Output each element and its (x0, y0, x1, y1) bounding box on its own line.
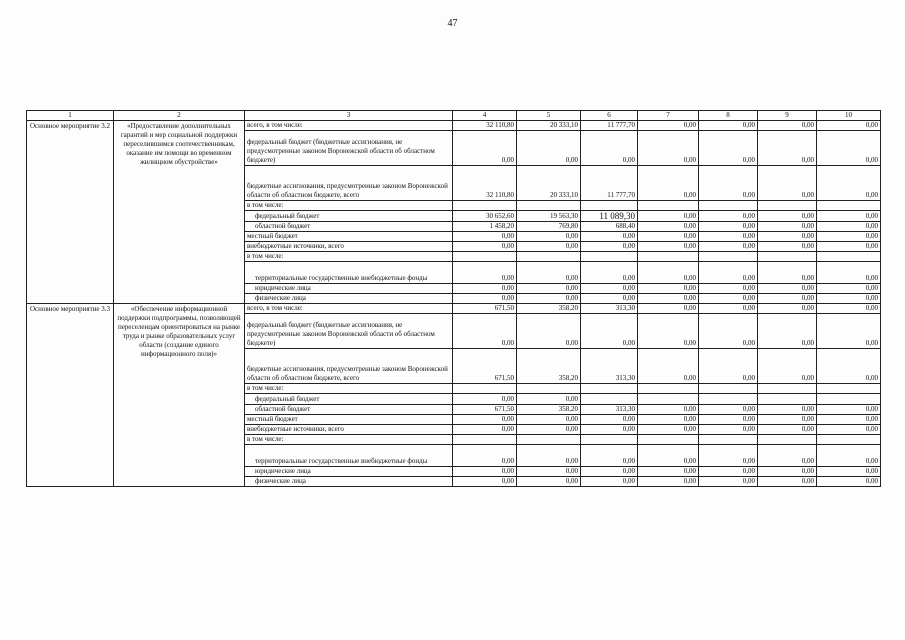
amount-cell: 0,00 (638, 467, 699, 477)
amount-cell: 0,00 (453, 467, 517, 477)
amount-cell: 0,00 (817, 467, 881, 477)
amount-cell: 0,00 (758, 222, 817, 232)
amount-cell: 0,00 (638, 349, 699, 384)
amount-cell (581, 384, 638, 394)
amount-cell: 0,00 (817, 284, 881, 294)
amount-cell: 0,00 (638, 222, 699, 232)
amount-cell: 0,00 (517, 262, 581, 284)
amount-cell: 0,00 (758, 445, 817, 467)
amount-cell: 20 333,10 (517, 166, 581, 201)
amount-cell: 20 333,10 (517, 121, 581, 131)
amount-cell: 0,00 (758, 467, 817, 477)
amount-cell: 0,00 (699, 425, 758, 435)
amount-cell: 0,00 (758, 405, 817, 415)
measure-name: «Обеспечение информационной поддержки подпрограммы, позволяющей переселенцам ориентироваться на рынке труда и рынке образовательных услуг области (создание единого информационного поля)» (114, 304, 245, 487)
amount-cell: 0,00 (638, 415, 699, 425)
amount-cell: 0,00 (817, 415, 881, 425)
amount-cell (638, 435, 699, 445)
amount-cell: 11 777,70 (581, 166, 638, 201)
page-number: 47 (447, 18, 458, 29)
amount-cell: 0,00 (758, 284, 817, 294)
amount-cell: 0,00 (517, 242, 581, 252)
amount-cell: 0,00 (758, 477, 817, 487)
amount-cell: 0,00 (638, 131, 699, 166)
amount-cell: 358,20 (517, 349, 581, 384)
amount-cell (517, 252, 581, 262)
amount-cell: 0,00 (517, 232, 581, 242)
amount-cell: 0,00 (758, 425, 817, 435)
funding-source-label: в том числе: (245, 201, 453, 211)
amount-cell: 0,00 (453, 477, 517, 487)
column-number-cell: 5 (517, 111, 581, 121)
column-number-cell: 9 (758, 111, 817, 121)
funding-source-label: в том числе: (245, 435, 453, 445)
amount-cell: 671,50 (453, 304, 517, 314)
column-number-cell: 10 (817, 111, 881, 121)
amount-cell: 0,00 (517, 445, 581, 467)
amount-cell: 0,00 (699, 304, 758, 314)
amount-cell: 0,00 (758, 304, 817, 314)
amount-cell (699, 435, 758, 445)
amount-cell: 0,00 (817, 222, 881, 232)
amount-cell (638, 384, 699, 394)
amount-cell: 0,00 (817, 131, 881, 166)
amount-cell: 0,00 (699, 131, 758, 166)
amount-cell: 313,30 (581, 405, 638, 415)
amount-cell: 0,00 (581, 294, 638, 304)
amount-cell: 0,00 (699, 166, 758, 201)
amount-cell: 0,00 (817, 349, 881, 384)
column-number-cell: 2 (114, 111, 245, 121)
amount-cell (817, 252, 881, 262)
amount-cell: 0,00 (817, 425, 881, 435)
funding-source-label: всего, в том числе: (245, 121, 453, 131)
amount-cell: 0,00 (817, 405, 881, 415)
amount-cell: 0,00 (699, 314, 758, 349)
amount-cell: 313,30 (581, 349, 638, 384)
amount-cell: 0,00 (638, 477, 699, 487)
amount-cell: 0,00 (699, 121, 758, 131)
funding-source-label: территориальные государственные внебюджетные фонды (245, 262, 453, 284)
amount-cell (817, 201, 881, 211)
amount-cell (699, 384, 758, 394)
funding-source-label: областной бюджет (245, 405, 453, 415)
amount-cell: 313,30 (581, 304, 638, 314)
amount-cell: 0,00 (758, 211, 817, 222)
amount-cell: 0,00 (581, 131, 638, 166)
funding-source-label: федеральный бюджет (245, 211, 453, 222)
amount-cell: 0,00 (638, 445, 699, 467)
amount-cell: 0,00 (699, 222, 758, 232)
amount-cell: 0,00 (638, 314, 699, 349)
amount-cell (517, 201, 581, 211)
amount-cell: 0,00 (699, 242, 758, 252)
amount-cell (817, 435, 881, 445)
funding-source-label: внебюджетные источники, всего (245, 242, 453, 252)
funding-source-label: в том числе: (245, 252, 453, 262)
column-number-cell: 1 (27, 111, 114, 121)
amount-cell: 0,00 (758, 242, 817, 252)
amount-cell (453, 201, 517, 211)
column-number-cell: 3 (245, 111, 453, 121)
amount-cell: 0,00 (699, 262, 758, 284)
amount-cell (581, 435, 638, 445)
amount-cell (758, 384, 817, 394)
funding-source-label: всего, в том числе: (245, 304, 453, 314)
amount-cell: 0,00 (699, 294, 758, 304)
amount-cell: 671,50 (453, 349, 517, 384)
amount-cell (453, 435, 517, 445)
amount-cell: 0,00 (581, 314, 638, 349)
amount-cell: 0,00 (817, 314, 881, 349)
amount-cell: 0,00 (699, 284, 758, 294)
measure-code: Основное мероприятие 3.3 (27, 304, 114, 487)
amount-cell (453, 252, 517, 262)
amount-cell: 0,00 (453, 415, 517, 425)
amount-cell: 0,00 (638, 425, 699, 435)
amount-cell (758, 201, 817, 211)
amount-cell: 0,00 (758, 415, 817, 425)
amount-cell: 0,00 (758, 232, 817, 242)
funding-source-label: федеральный бюджет (бюджетные ассигнования, не предусмотренные законом Воронежской области об областном бюджете) (245, 314, 453, 349)
amount-cell: 0,00 (638, 284, 699, 294)
funding-source-label: местный бюджет (245, 415, 453, 425)
amount-cell: 0,00 (638, 121, 699, 131)
amount-cell: 0,00 (453, 445, 517, 467)
funding-source-label: территориальные государственные внебюджетные фонды (245, 445, 453, 467)
amount-cell: 358,20 (517, 405, 581, 415)
funding-source-label: физические лица (245, 294, 453, 304)
amount-cell: 0,00 (581, 262, 638, 284)
column-number-row (27, 111, 881, 121)
amount-cell (758, 394, 817, 405)
amount-cell: 0,00 (517, 394, 581, 405)
amount-cell: 0,00 (758, 262, 817, 284)
amount-cell: 0,00 (758, 131, 817, 166)
amount-cell: 0,00 (817, 211, 881, 222)
column-number-cell: 4 (453, 111, 517, 121)
amount-cell: 1 458,20 (453, 222, 517, 232)
amount-cell: 0,00 (453, 294, 517, 304)
amount-cell: 0,00 (517, 284, 581, 294)
amount-cell: 32 110,80 (453, 166, 517, 201)
amount-cell: 0,00 (699, 467, 758, 477)
amount-cell: 0,00 (453, 314, 517, 349)
amount-cell (517, 384, 581, 394)
amount-cell: 0,00 (581, 242, 638, 252)
amount-cell (699, 201, 758, 211)
amount-cell (758, 435, 817, 445)
amount-cell: 671,50 (453, 405, 517, 415)
table-row (27, 304, 881, 314)
amount-cell: 0,00 (817, 242, 881, 252)
funding-source-label: юридические лица (245, 284, 453, 294)
amount-cell: 0,00 (517, 294, 581, 304)
amount-cell: 0,00 (517, 477, 581, 487)
amount-cell: 0,00 (581, 284, 638, 294)
amount-cell: 0,00 (699, 415, 758, 425)
amount-cell (453, 384, 517, 394)
amount-cell: 0,00 (517, 415, 581, 425)
amount-cell: 0,00 (581, 445, 638, 467)
column-number-cell: 7 (638, 111, 699, 121)
amount-cell (817, 394, 881, 405)
measure-name: «Предоставление дополнительных гарантий и мер социальной поддержки переселившимся соотечественникам, оказание им помощи во временном жилищном обустройстве» (114, 121, 245, 304)
amount-cell: 0,00 (699, 445, 758, 467)
funding-source-label: федеральный бюджет (245, 394, 453, 405)
amount-cell: 0,00 (517, 314, 581, 349)
amount-cell: 0,00 (638, 405, 699, 415)
amount-cell: 0,00 (638, 211, 699, 222)
amount-cell: 0,00 (517, 467, 581, 477)
amount-cell (758, 252, 817, 262)
funding-source-label: областной бюджет (245, 222, 453, 232)
amount-cell: 0,00 (817, 445, 881, 467)
amount-cell (699, 252, 758, 262)
amount-cell: 769,80 (517, 222, 581, 232)
amount-cell: 0,00 (758, 166, 817, 201)
funding-source-label: внебюджетные источники, всего (245, 425, 453, 435)
amount-cell: 0,00 (517, 131, 581, 166)
amount-cell: 0,00 (817, 262, 881, 284)
amount-cell: 11 777,70 (581, 121, 638, 131)
amount-cell (638, 394, 699, 405)
amount-cell: 0,00 (638, 242, 699, 252)
funding-source-label: местный бюджет (245, 232, 453, 242)
amount-cell: 0,00 (817, 232, 881, 242)
amount-cell: 0,00 (581, 425, 638, 435)
amount-cell: 32 110,80 (453, 121, 517, 131)
amount-cell: 0,00 (817, 294, 881, 304)
amount-cell: 30 652,60 (453, 211, 517, 222)
amount-cell: 0,00 (638, 304, 699, 314)
amount-cell: 0,00 (453, 232, 517, 242)
amount-cell: 358,20 (517, 304, 581, 314)
amount-cell: 0,00 (638, 166, 699, 201)
amount-cell: 0,00 (453, 425, 517, 435)
measure-code: Основное мероприятие 3.2 (27, 121, 114, 304)
amount-cell: 0,00 (581, 415, 638, 425)
amount-cell: 19 563,30 (517, 211, 581, 222)
funding-source-label: физические лица (245, 477, 453, 487)
amount-cell: 0,00 (453, 242, 517, 252)
amount-cell: 0,00 (638, 294, 699, 304)
amount-cell: 0,00 (638, 232, 699, 242)
amount-cell: 0,00 (758, 349, 817, 384)
amount-cell: 0,00 (699, 349, 758, 384)
amount-cell: 11 089,30 (581, 211, 638, 222)
funding-source-label: бюджетные ассигнования, предусмотренные законом Воронежской области об областном бюджете, всего (245, 349, 453, 384)
amount-cell: 0,00 (453, 131, 517, 166)
amount-cell: 0,00 (581, 467, 638, 477)
funding-source-label: в том числе: (245, 384, 453, 394)
amount-cell: 0,00 (817, 166, 881, 201)
amount-cell: 0,00 (758, 294, 817, 304)
amount-cell: 0,00 (817, 477, 881, 487)
amount-cell (817, 384, 881, 394)
amount-cell: 0,00 (453, 284, 517, 294)
funding-source-label: федеральный бюджет (бюджетные ассигнования, не предусмотренные законом Воронежской области об областном бюджете) (245, 131, 453, 166)
amount-cell: 0,00 (758, 121, 817, 131)
amount-cell (581, 394, 638, 405)
amount-cell: 0,00 (581, 232, 638, 242)
amount-cell: 0,00 (453, 262, 517, 284)
amount-cell: 0,00 (517, 425, 581, 435)
amount-cell: 0,00 (638, 262, 699, 284)
amount-cell: 0,00 (699, 405, 758, 415)
column-number-cell: 8 (699, 111, 758, 121)
amount-cell: 0,00 (699, 477, 758, 487)
amount-cell (517, 435, 581, 445)
amount-cell (638, 252, 699, 262)
amount-cell: 0,00 (817, 304, 881, 314)
amount-cell (581, 252, 638, 262)
amount-cell: 0,00 (758, 314, 817, 349)
amount-cell (638, 201, 699, 211)
amount-cell: 0,00 (699, 211, 758, 222)
column-number-cell: 6 (581, 111, 638, 121)
amount-cell: 0,00 (699, 232, 758, 242)
amount-cell: 0,00 (581, 477, 638, 487)
amount-cell (699, 394, 758, 405)
amount-cell (581, 201, 638, 211)
amount-cell: 688,40 (581, 222, 638, 232)
funding-source-label: бюджетные ассигнования, предусмотренные законом Воронежской области об областном бюджете, всего (245, 166, 453, 201)
funding-source-label: юридические лица (245, 467, 453, 477)
amount-cell: 0,00 (453, 394, 517, 405)
table-row (27, 121, 881, 131)
amount-cell: 0,00 (817, 121, 881, 131)
budget-table (26, 110, 881, 487)
